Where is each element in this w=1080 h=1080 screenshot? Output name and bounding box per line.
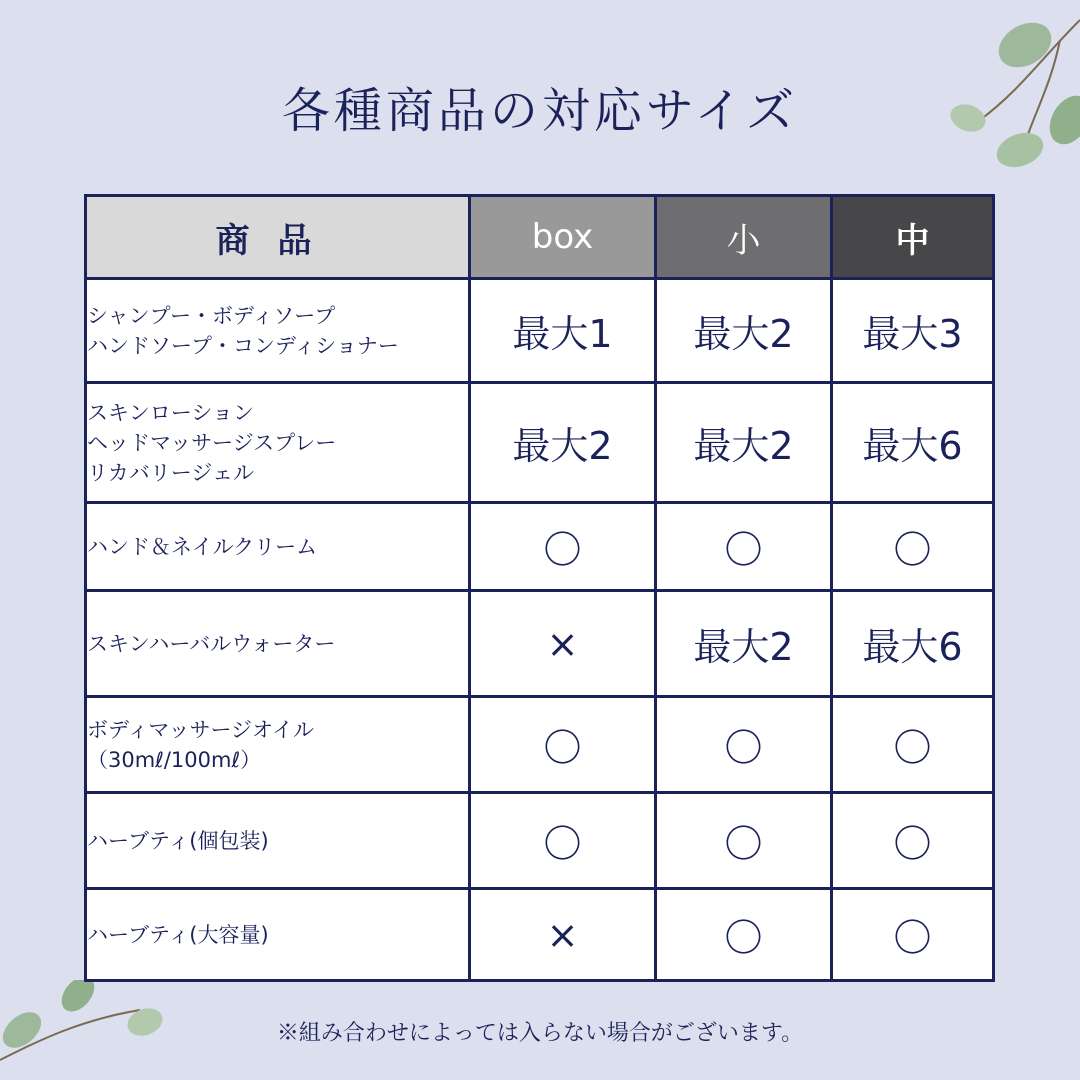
product-name: ハーブティ(大容量) bbox=[86, 889, 470, 981]
header-small: 小 bbox=[656, 196, 832, 279]
capacity-small: 〇 bbox=[656, 697, 832, 793]
table-row bbox=[86, 697, 994, 793]
capacity-box: 最大1 bbox=[470, 279, 656, 383]
capacity-small: 〇 bbox=[656, 889, 832, 981]
table-row bbox=[86, 889, 994, 981]
table-header-row bbox=[86, 196, 994, 279]
size-table bbox=[84, 194, 995, 982]
capacity-small: 〇 bbox=[656, 793, 832, 889]
capacity-box: 〇 bbox=[470, 503, 656, 591]
capacity-small: 〇 bbox=[656, 503, 832, 591]
table-row bbox=[86, 591, 994, 697]
table-row bbox=[86, 279, 994, 383]
capacity-mid: 最大6 bbox=[832, 383, 994, 503]
product-name: スキンローション ヘッドマッサージスプレー リカバリージェル bbox=[86, 383, 470, 503]
product-name: ハンド＆ネイルクリーム bbox=[86, 503, 470, 591]
product-name: ハーブティ(個包装) bbox=[86, 793, 470, 889]
product-name: ボディマッサージオイル （30mℓ/100mℓ） bbox=[86, 697, 470, 793]
capacity-mid: 最大6 bbox=[832, 591, 994, 697]
capacity-box: × bbox=[470, 591, 656, 697]
capacity-box: 〇 bbox=[470, 793, 656, 889]
product-name: シャンプー・ボディソープ ハンドソープ・コンディショナー bbox=[86, 279, 470, 383]
header-box: box bbox=[470, 196, 656, 279]
table-row bbox=[86, 503, 994, 591]
product-name: スキンハーバルウォーター bbox=[86, 591, 470, 697]
header-medium: 中 bbox=[832, 196, 994, 279]
footnote: ※組み合わせによっては入らない場合がございます。 bbox=[276, 1021, 804, 1046]
header-product: 商品 bbox=[86, 196, 470, 279]
capacity-small: 最大2 bbox=[656, 383, 832, 503]
capacity-mid: 〇 bbox=[832, 697, 994, 793]
capacity-box: × bbox=[470, 889, 656, 981]
table-row bbox=[86, 793, 994, 889]
capacity-mid: 〇 bbox=[832, 793, 994, 889]
capacity-box: 最大2 bbox=[470, 383, 656, 503]
page-title: 各種商品の対応サイズ bbox=[281, 83, 799, 139]
capacity-mid: 〇 bbox=[832, 889, 994, 981]
capacity-small: 最大2 bbox=[656, 591, 832, 697]
capacity-mid: 最大3 bbox=[832, 279, 994, 383]
capacity-small: 最大2 bbox=[656, 279, 832, 383]
capacity-mid: 〇 bbox=[832, 503, 994, 591]
capacity-box: 〇 bbox=[470, 697, 656, 793]
table-row bbox=[86, 383, 994, 503]
